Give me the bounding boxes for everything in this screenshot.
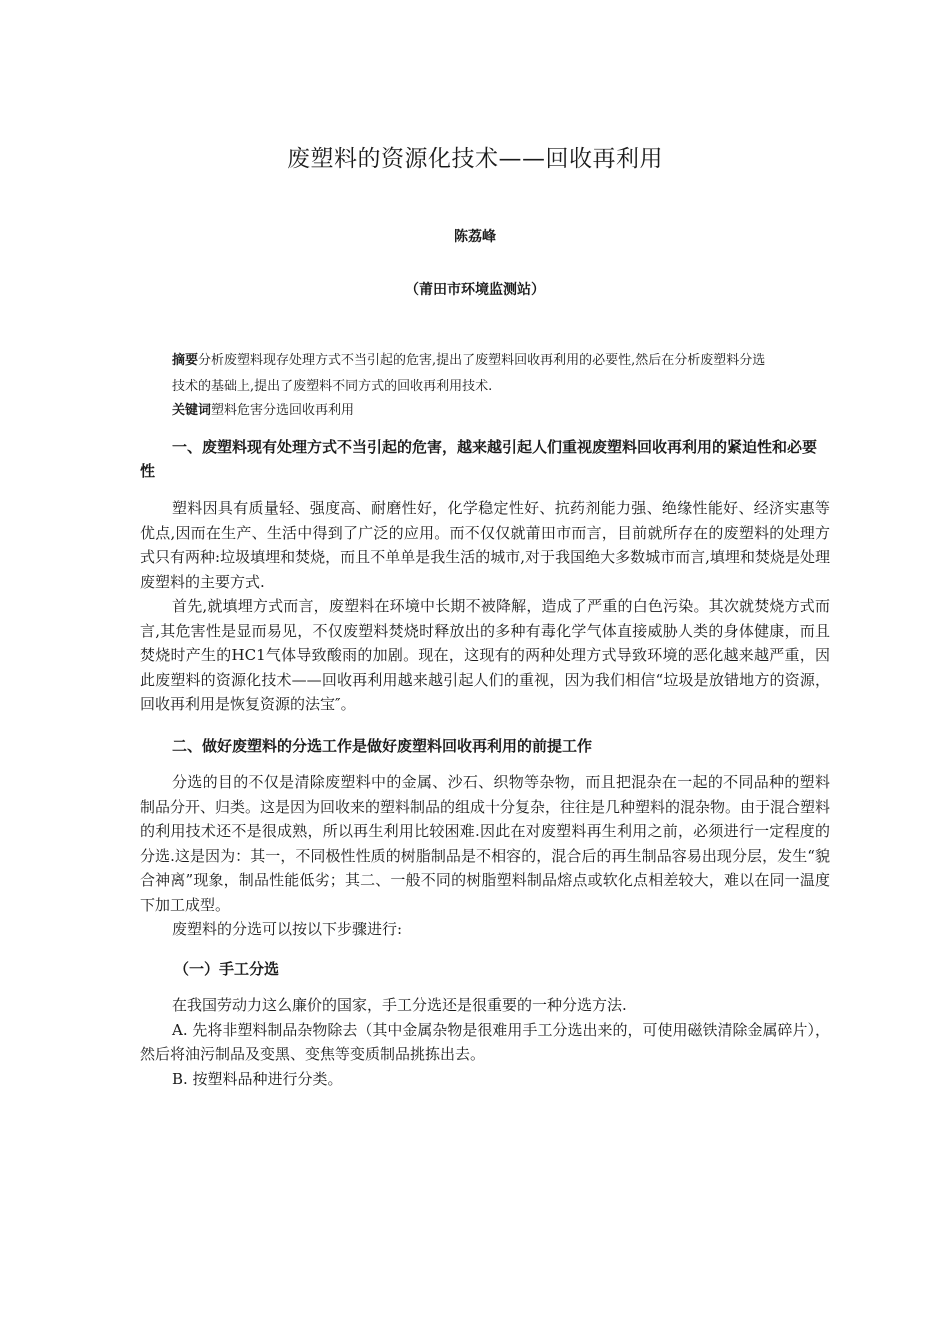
subsection-1-heading: （一）手工分选 [174,960,280,978]
abstract-label: 摘要 [172,353,199,368]
keywords-text: 塑料危害分选回收再利用 [211,403,355,418]
section-1-paragraph-2: 首先,就填埋方式而言，废塑料在环境中长期不被降解，造成了严重的白色污染。其次就焚烧方式而言,其危害性是显而易见，不仅废塑料焚烧时释放出的多种有毒化学气体直接威胁人类的身体健康，而且焚烧时产生的HC1气体导致酸雨的加剧。现在，这现有的两种处理方式导致环境的恶化越来越严重，因此废塑料的资源化技术——回收再利用越来越引起人们的重视，因为我们相信“垃圾是放错地方的资源，回收再利用是恢复资源的法宝″。 [140,597,830,713]
section-2-paragraph-1: 分选的目的不仅是清除废塑料中的金属、沙石、织物等杂物，而且把混杂在一起的不同品种的塑料制品分开、归类。这是因为回收来的塑料制品的组成十分复杂，往往是几种塑料的混杂物。由于混合塑料的利用技术还不是很成熟，所以再生利用比较困难.因此在对废塑料再生利用之前，必须进行一定程度的分选.这是因为：其一，不同极性性质的树脂制品是不相容的，混合后的再生制品容易出现分层，发生“貌合神离”现象，制品性能低劣；其二、一般不同的树脂塑料制品熔点或软化点相差较大，难以在同一温度下加工成型。 [140,773,831,914]
section-2-heading: 二、做好废塑料的分选工作是做好废塑料回收再利用的前提工作 [172,737,593,755]
section-2-body [140,770,830,942]
subsection-1-item-b: B. 按塑料品种进行分类。 [172,1069,343,1088]
section-1-heading: 一、废塑料现有处理方式不当引起的危害，越来越引起人们重视废塑料回收再利用的紧迫性和必要性 [140,438,818,480]
abstract-text-1: 分析废塑料现存处理方式不当引起的危害,提出了废塑料回收再利用的必要性,然后在分析废塑料分选 [198,353,766,368]
subsection-1-item-a: A. 先将非塑料制品杂物除去（其中金属杂物是很难用手工分选出来的，可使用磁铁清除金属碎片），然后将油污制品及变黑、变焦等变质制品挑拣出去。 [140,1020,830,1063]
keywords-label: 关键词 [172,403,212,418]
section-1-paragraph-1: 塑料因具有质量轻、强度高、耐磨性好，化学稳定性好、抗药剂能力强、绝缘性能好、经济实惠等优点,因而在生产、生活中得到了广泛的应用。而不仅仅就莆田市而言，目前就所存在的废塑料的处理方式只有两种:垃圾填埋和焚烧，而且不单单是我生活的城市,对于我国绝大多数城市而言,填埋和焚烧是处理废塑料的主要方式. [140,499,830,591]
keywords [172,400,832,422]
subsection-1-body [140,993,830,1091]
author-affiliation: （莆田市环境监测站） [405,282,545,298]
abstract [172,348,832,400]
subsection-1-paragraph-1: 在我国劳动力这么廉价的国家，手工分选还是很重要的一种分选方法. [172,996,627,1014]
author-name: 陈荔峰 [454,229,496,245]
paper-title: 废塑料的资源化技术——回收再利用 [287,146,663,172]
section-2-paragraph-2: 废塑料的分选可以按以下步骤进行: [172,920,403,938]
section-1-body [140,496,830,717]
abstract-text-2: 技术的基础上,提出了废塑料不同方式的回收再利用技术. [172,379,493,394]
